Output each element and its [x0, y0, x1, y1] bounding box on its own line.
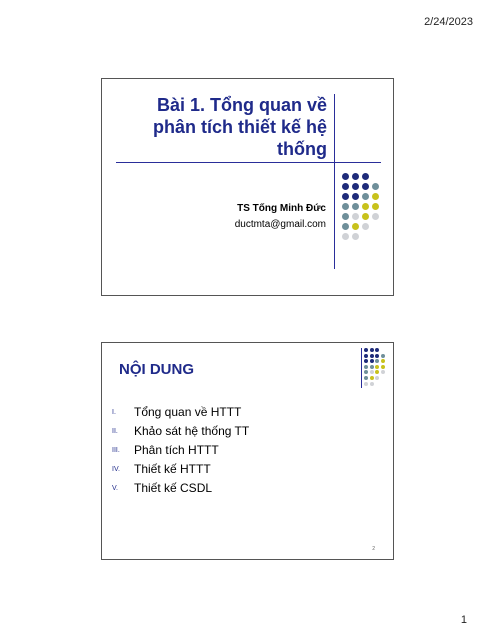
decorative-dot	[352, 183, 359, 190]
decorative-dot	[362, 213, 369, 220]
decorative-dot	[370, 370, 374, 374]
decorative-dot	[364, 359, 368, 363]
decorative-dot	[375, 376, 379, 380]
title-divider-horizontal	[116, 162, 381, 163]
slide-title-text: Bài 1. Tổng quan về phân tích thiết kế hệ thống	[152, 95, 327, 159]
list-item-numeral: V.	[112, 485, 118, 492]
page-number: 1	[460, 614, 467, 626]
decorative-dot-grid-small	[364, 348, 394, 388]
decorative-dot	[381, 359, 385, 363]
decorative-dot	[342, 183, 349, 190]
list-item-text: Khảo sát hệ thống TT	[134, 424, 250, 438]
list-item-text: Thiết kế HTTT	[134, 462, 211, 476]
decorative-dot	[375, 370, 379, 374]
decorative-dot	[364, 382, 368, 386]
decorative-dot	[370, 382, 374, 386]
decorative-dot	[375, 354, 379, 358]
decorative-dot	[372, 193, 379, 200]
author-email: ductmta@gmail.com	[234, 219, 326, 230]
decorative-dot	[370, 354, 374, 358]
decorative-dot	[370, 348, 374, 352]
decorative-dot	[342, 213, 349, 220]
slide-number: 2	[372, 546, 375, 552]
decorative-dot	[352, 203, 359, 210]
decorative-dot	[370, 365, 374, 369]
decorative-dot-grid	[342, 173, 394, 243]
decorative-dot	[342, 193, 349, 200]
list-item-numeral: IV.	[112, 466, 120, 473]
decorative-dot	[375, 365, 379, 369]
list-item-text: Phân tích HTTT	[134, 443, 219, 457]
decorative-dot	[372, 203, 379, 210]
decorative-dot	[362, 223, 369, 230]
decorative-dot	[342, 233, 349, 240]
list-item-text: Thiết kế CSDL	[134, 481, 213, 495]
contents-divider-vertical	[361, 348, 362, 388]
decorative-dot	[370, 359, 374, 363]
slide-title	[101, 78, 394, 296]
slide-contents	[101, 342, 394, 560]
decorative-dot	[352, 223, 359, 230]
decorative-dot	[362, 203, 369, 210]
contents-heading: NỘI DUNG	[119, 361, 194, 378]
decorative-dot	[342, 223, 349, 230]
decorative-dot	[372, 183, 379, 190]
decorative-dot	[370, 376, 374, 380]
page-date: 2/24/2023	[424, 16, 473, 28]
list-item-numeral: I.	[112, 409, 116, 416]
decorative-dot	[364, 370, 368, 374]
decorative-dot	[364, 365, 368, 369]
decorative-dot	[342, 203, 349, 210]
decorative-dot	[362, 173, 369, 180]
decorative-dot	[364, 354, 368, 358]
decorative-dot	[375, 359, 379, 363]
decorative-dot	[352, 173, 359, 180]
decorative-dot	[362, 183, 369, 190]
title-divider-vertical	[334, 94, 335, 269]
decorative-dot	[352, 233, 359, 240]
decorative-dot	[381, 354, 385, 358]
list-item-numeral: II.	[112, 428, 118, 435]
list-item-numeral: III.	[112, 447, 120, 454]
decorative-dot	[375, 348, 379, 352]
decorative-dot	[381, 365, 385, 369]
decorative-dot	[381, 370, 385, 374]
decorative-dot	[372, 213, 379, 220]
decorative-dot	[352, 193, 359, 200]
decorative-dot	[364, 348, 368, 352]
decorative-dot	[352, 213, 359, 220]
list-item-text: Tổng quan về HTTT	[134, 405, 242, 419]
decorative-dot	[362, 193, 369, 200]
decorative-dot	[364, 376, 368, 380]
author-name: TS Tống Minh Đức	[237, 203, 326, 214]
decorative-dot	[342, 173, 349, 180]
